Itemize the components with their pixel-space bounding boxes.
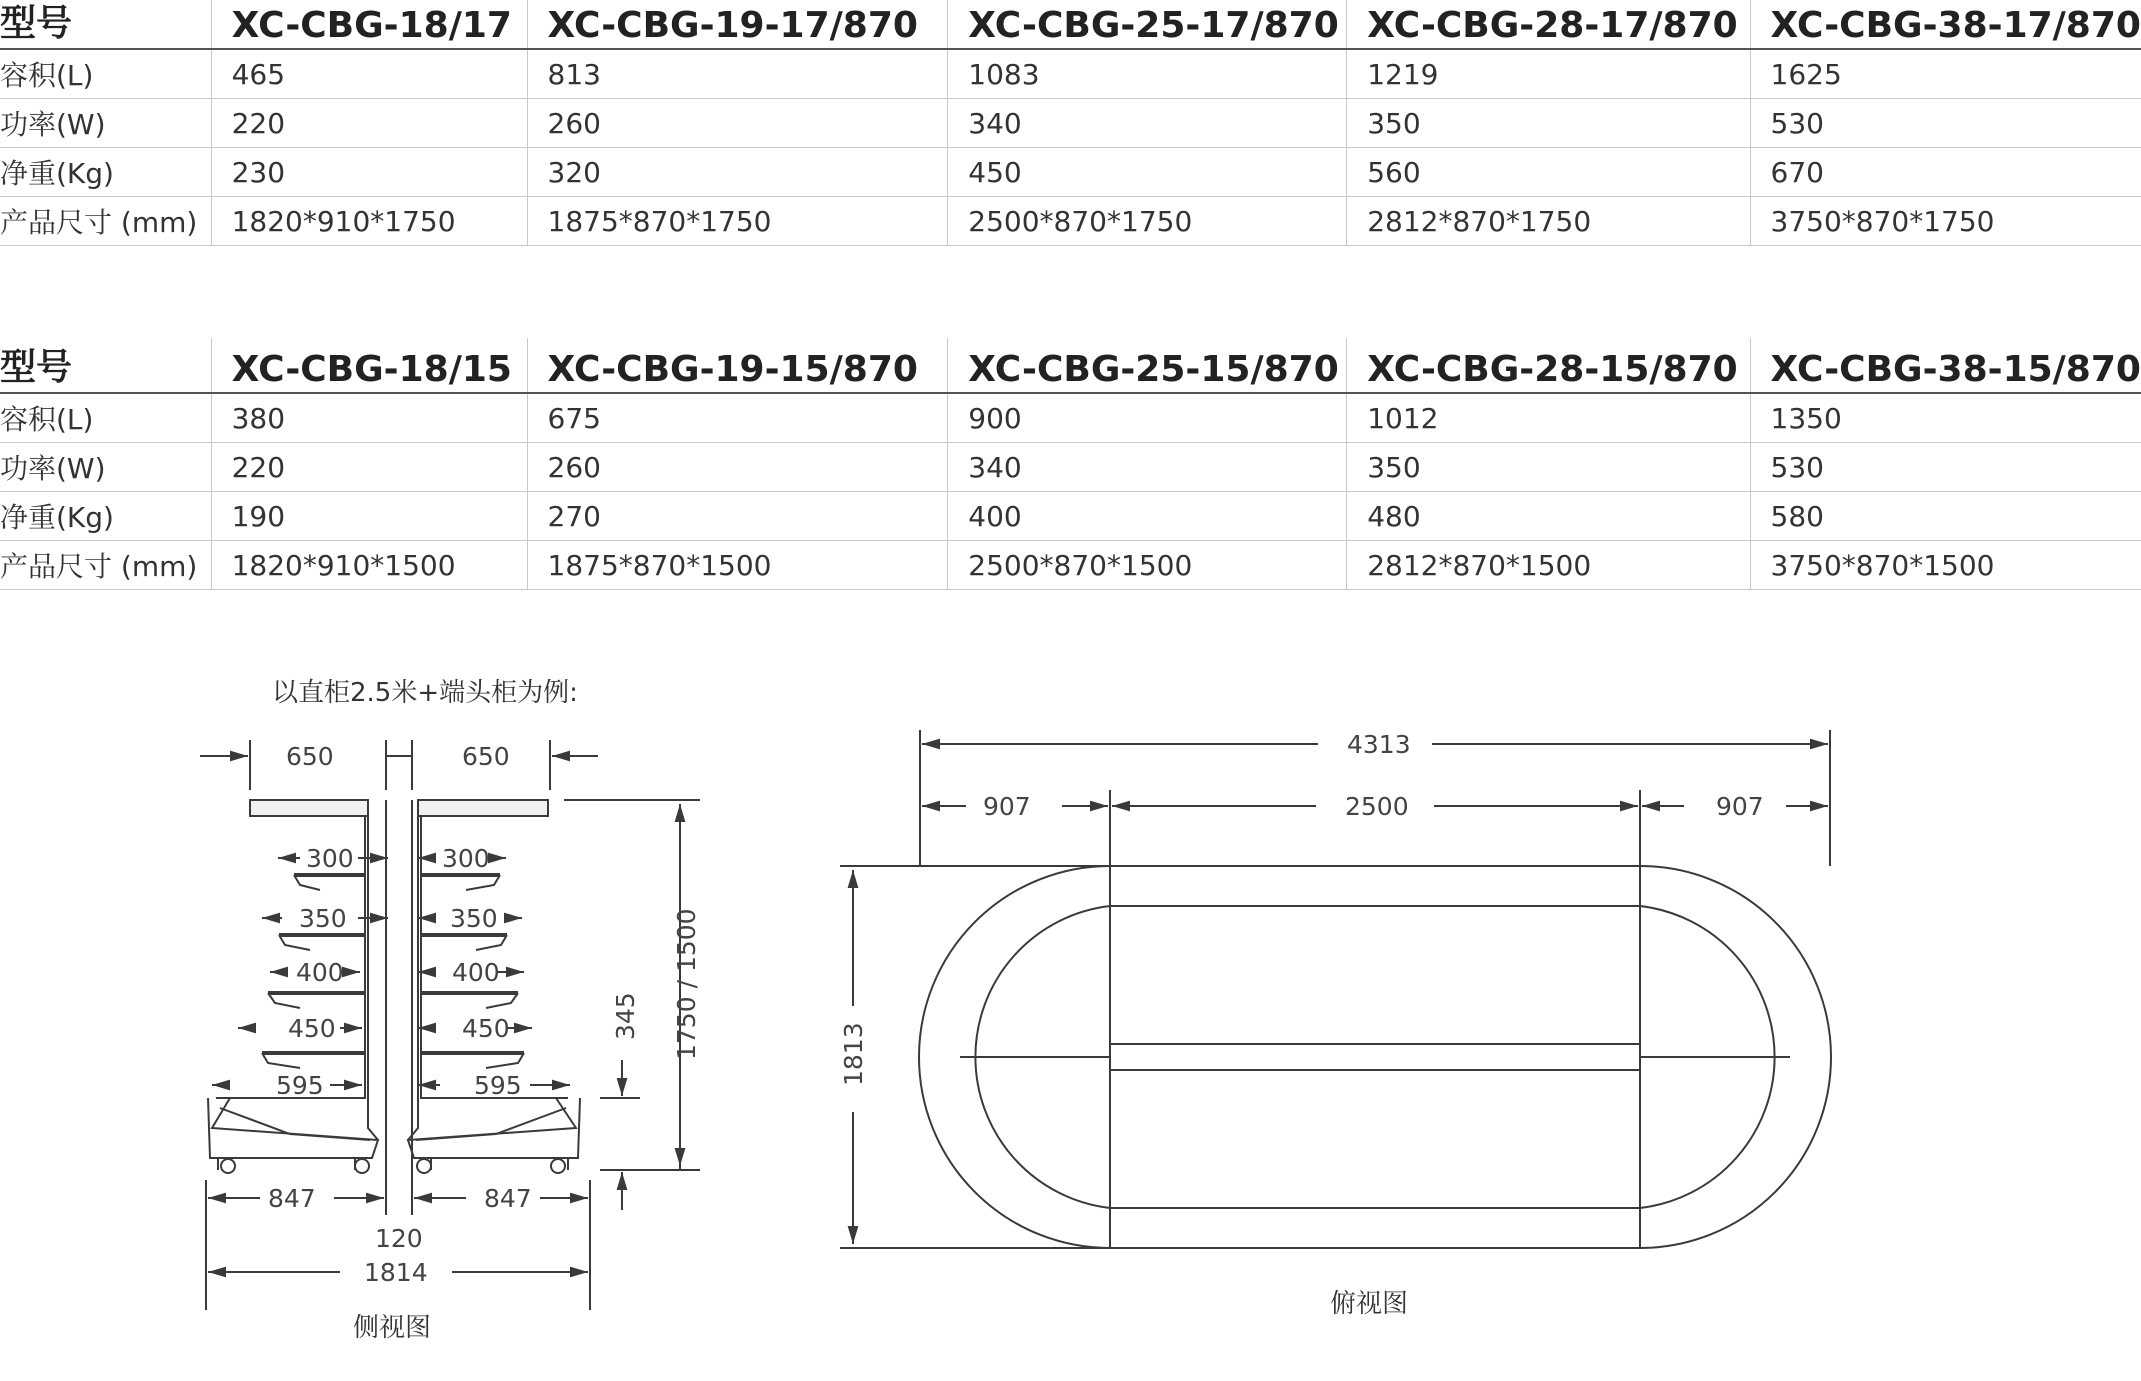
dim-shelf-right-2: 350 bbox=[450, 904, 498, 933]
table-cell: 320 bbox=[527, 148, 948, 197]
table-cell: 1625 bbox=[1750, 49, 2141, 99]
header-cell: XC-CBG-25-17/870 bbox=[948, 0, 1347, 49]
dim-bottom-left: 847 bbox=[268, 1184, 316, 1213]
table-cell: 220 bbox=[211, 443, 527, 492]
table-cell: 900 bbox=[948, 393, 1347, 443]
dim-height: 1750 / 1500 bbox=[672, 908, 701, 1060]
dim-top-right: 650 bbox=[462, 742, 510, 771]
dim-end-right: 907 bbox=[1716, 792, 1764, 821]
table-cell: 675 bbox=[527, 393, 948, 443]
row-label: 产品尺寸 (mm) bbox=[0, 541, 211, 590]
dim-top-left: 650 bbox=[286, 742, 334, 771]
dim-shelf-left-5: 595 bbox=[276, 1071, 324, 1100]
table-cell: 1350 bbox=[1750, 393, 2141, 443]
dim-shelf-left-4: 450 bbox=[288, 1014, 336, 1043]
table-cell: 450 bbox=[948, 148, 1347, 197]
table-cell: 670 bbox=[1750, 148, 2141, 197]
side-view-drawing bbox=[200, 678, 701, 1343]
dim-total-width: 1814 bbox=[364, 1258, 428, 1287]
table-cell: 530 bbox=[1750, 443, 2141, 492]
table-cell: 260 bbox=[527, 99, 948, 148]
dim-bottom-right: 847 bbox=[484, 1184, 532, 1213]
table-cell: 1820*910*1500 bbox=[211, 541, 527, 590]
table-cell: 3750*870*1500 bbox=[1750, 541, 2141, 590]
top-view-caption: 俯视图 bbox=[1330, 1289, 1409, 1319]
table-cell: 560 bbox=[1347, 148, 1750, 197]
table-cell: 3750*870*1750 bbox=[1750, 197, 2141, 246]
table-cell: 2812*870*1500 bbox=[1347, 541, 1750, 590]
header-cell: XC-CBG-18/17 bbox=[211, 0, 527, 49]
dim-shelf-left-2: 350 bbox=[299, 904, 347, 933]
header-cell: XC-CBG-28-15/870 bbox=[1347, 338, 1750, 393]
dim-shelf-left-3: 400 bbox=[296, 958, 344, 987]
dim-shelf-right-3: 400 bbox=[452, 958, 500, 987]
header-cell: XC-CBG-18/15 bbox=[211, 338, 527, 393]
row-label: 净重(Kg) bbox=[0, 492, 211, 541]
table-cell: 340 bbox=[948, 443, 1347, 492]
table-cell: 380 bbox=[211, 393, 527, 443]
dim-shelf-right-5: 595 bbox=[474, 1071, 522, 1100]
table-cell: 400 bbox=[948, 492, 1347, 541]
table-cell: 1012 bbox=[1347, 393, 1750, 443]
dim-total-length: 4313 bbox=[1347, 730, 1411, 759]
table-cell: 340 bbox=[948, 99, 1347, 148]
row-label: 容积(L) bbox=[0, 49, 211, 99]
table-cell: 813 bbox=[527, 49, 948, 99]
table-cell: 580 bbox=[1750, 492, 2141, 541]
table-cell: 480 bbox=[1347, 492, 1750, 541]
table-cell: 1875*870*1500 bbox=[527, 541, 948, 590]
row-label: 功率(W) bbox=[0, 99, 211, 148]
side-view-caption: 侧视图 bbox=[353, 1313, 432, 1343]
table-cell: 2812*870*1750 bbox=[1347, 197, 1750, 246]
table-cell: 1820*910*1750 bbox=[211, 197, 527, 246]
table-cell: 190 bbox=[211, 492, 527, 541]
header-cell: XC-CBG-38-17/870 bbox=[1750, 0, 2141, 49]
table-cell: 530 bbox=[1750, 99, 2141, 148]
table-cell: 350 bbox=[1347, 443, 1750, 492]
top-view-drawing bbox=[839, 730, 1831, 1319]
header-cell: XC-CBG-19-17/870 bbox=[527, 0, 948, 49]
header-cell-model: 型号 bbox=[0, 3, 73, 44]
row-label: 净重(Kg) bbox=[0, 148, 211, 197]
table-cell: 270 bbox=[527, 492, 948, 541]
dim-depth: 1813 bbox=[839, 1022, 868, 1086]
row-label: 功率(W) bbox=[0, 443, 211, 492]
table-cell: 2500*870*1750 bbox=[948, 197, 1347, 246]
row-label: 容积(L) bbox=[0, 393, 211, 443]
table-cell: 230 bbox=[211, 148, 527, 197]
header-cell: XC-CBG-19-15/870 bbox=[527, 338, 948, 393]
table-cell: 1219 bbox=[1347, 49, 1750, 99]
table-cell: 220 bbox=[211, 99, 527, 148]
header-cell: XC-CBG-28-17/870 bbox=[1347, 0, 1750, 49]
header-cell-model: 型号 bbox=[0, 347, 73, 388]
dim-base-height: 345 bbox=[611, 992, 640, 1040]
side-view-note: 以直柜2.5米+端头柜为例: bbox=[272, 678, 578, 708]
dim-shelf-right-4: 450 bbox=[462, 1014, 510, 1043]
table-cell: 350 bbox=[1347, 99, 1750, 148]
row-label: 产品尺寸 (mm) bbox=[0, 197, 211, 246]
table-cell: 1875*870*1750 bbox=[527, 197, 948, 246]
dim-straight: 2500 bbox=[1345, 792, 1409, 821]
table-cell: 2500*870*1500 bbox=[948, 541, 1347, 590]
dim-shelf-right-1: 300 bbox=[442, 844, 490, 873]
dim-gap: 120 bbox=[375, 1224, 423, 1253]
header-cell: XC-CBG-25-15/870 bbox=[948, 338, 1347, 393]
dim-shelf-left-1: 300 bbox=[306, 844, 354, 873]
dim-end-left: 907 bbox=[983, 792, 1031, 821]
header-cell: XC-CBG-38-15/870 bbox=[1750, 338, 2141, 393]
table-cell: 1083 bbox=[948, 49, 1347, 99]
table-cell: 465 bbox=[211, 49, 527, 99]
table-cell: 260 bbox=[527, 443, 948, 492]
